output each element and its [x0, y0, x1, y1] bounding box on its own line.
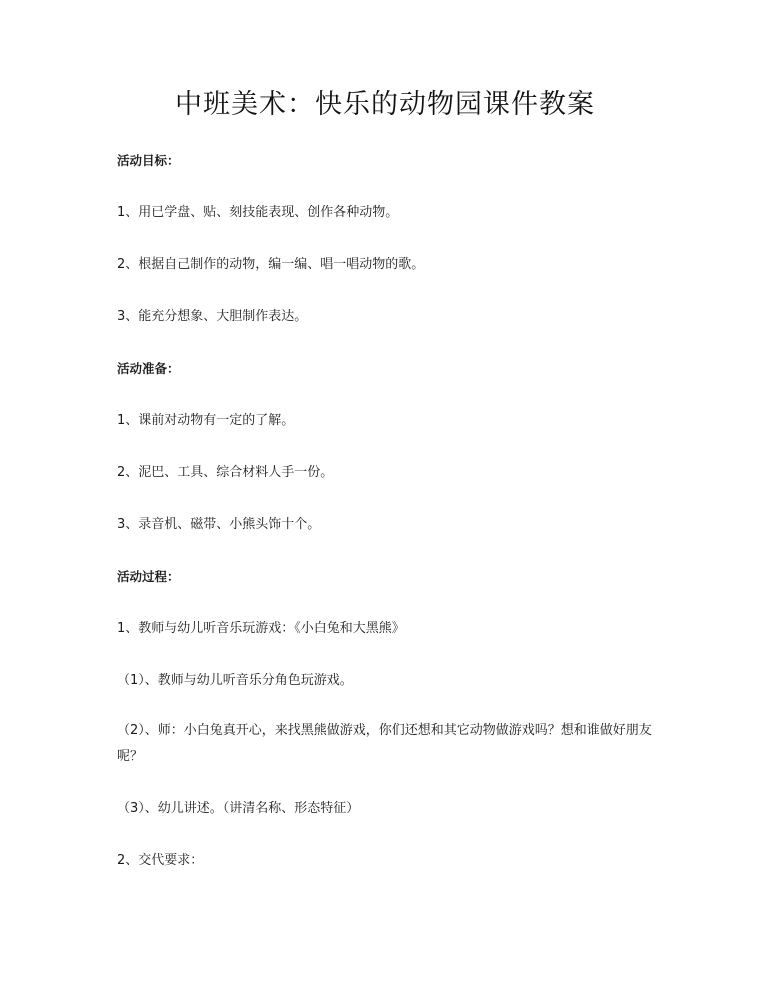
section-heading-goals: 活动目标： — [117, 153, 180, 168]
paragraph: 3、录音机、磁带、小熊头饰十个。 — [117, 517, 321, 532]
paragraph: （2）、师：小白兔真开心，来找黑熊做游戏，你们还想和其它动物做游戏吗？想和谁做好朋友呢？ — [117, 723, 652, 764]
paragraph: 2、泥巴、工具、综合材料人手一份。 — [117, 465, 334, 480]
paragraph: 2、交代要求： — [117, 853, 204, 868]
section-heading-preparation: 活动准备： — [117, 361, 180, 376]
paragraph: 1、课前对动物有一定的了解。 — [117, 413, 295, 428]
paragraph: （3）、幼儿讲述。（讲清名称、形态特征） — [117, 801, 360, 816]
document-title: 中班美术：快乐的动物园课件教案 — [175, 89, 595, 120]
paragraph: 2、根据自己制作的动物，编一编、唱一唱动物的歌。 — [117, 257, 425, 272]
section-heading-process: 活动过程： — [117, 569, 180, 584]
paragraph: （1）、教师与幼儿听音乐分角色玩游戏。 — [117, 673, 353, 688]
paragraph: 3、能充分想象、大胆制作表达。 — [117, 309, 308, 324]
paragraph: 1、教师与幼儿听音乐玩游戏：《小白兔和大黑熊》 — [117, 621, 405, 636]
paragraph: 1、用已学盘、贴、刻技能表现、创作各种动物。 — [117, 205, 399, 220]
